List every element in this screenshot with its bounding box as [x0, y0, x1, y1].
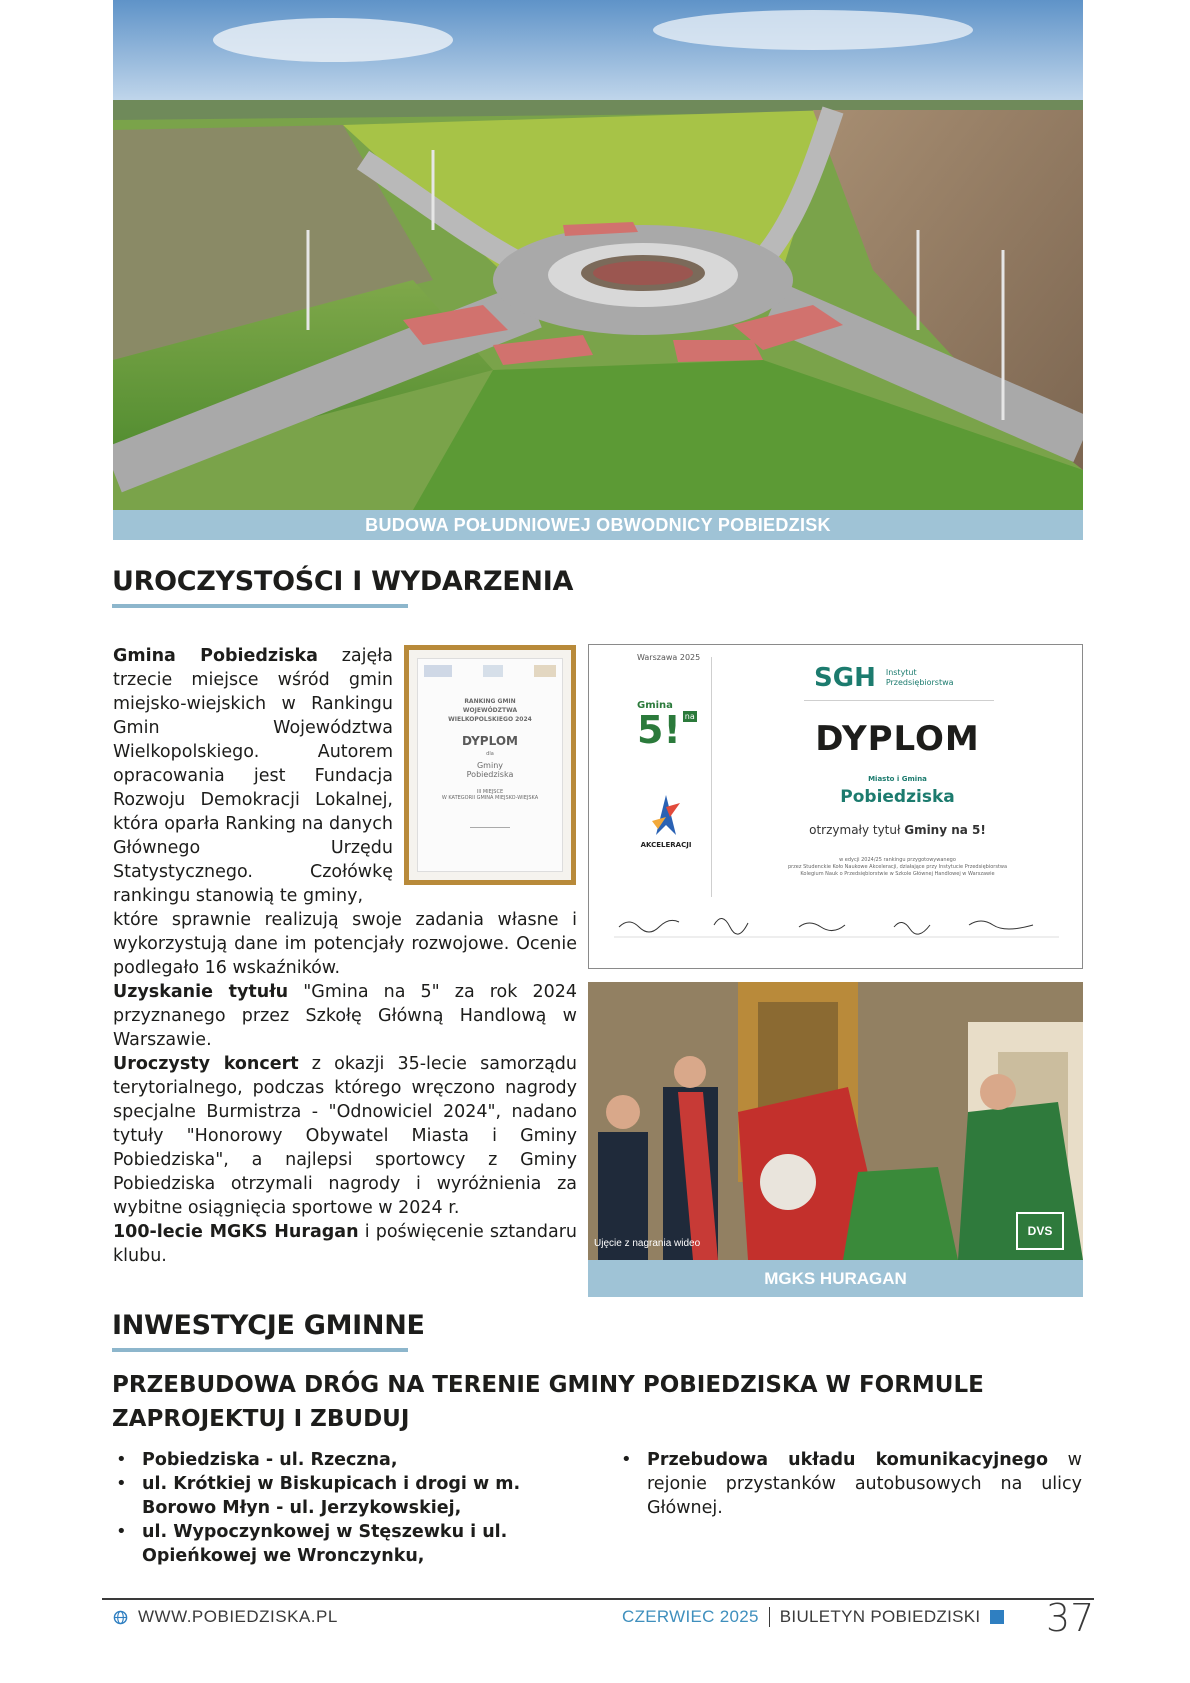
events-p2-text: "Gmina na 5" za rok 2024 przyznanego przez Szkołę Główną Handlową w Warszawie.	[113, 982, 578, 1050]
investments-list-left	[112, 1448, 578, 1568]
investments-subtitle-line-1: PRZEBUDOWA DRÓG NA TERENIE GMINY POBIEDZISKA W FORMULE	[112, 1372, 984, 1398]
dvs-logo: DVS	[1016, 1212, 1064, 1250]
investments-list-right	[617, 1448, 1082, 1520]
events-paragraph-continued	[113, 908, 577, 1268]
diploma-small-line1: RANKING GMIN	[464, 698, 516, 705]
badge-side: na	[684, 712, 695, 721]
badge-top: Gmina	[637, 700, 673, 711]
diploma-big-subtitle: Miasto i Gmina	[868, 775, 927, 783]
square-icon	[990, 1610, 1004, 1624]
list-item-text: ul. Wypoczynkowej w Stęszewku i ul. Opieńkowej we Wronczynku,	[142, 1522, 508, 1566]
list-item-text: w rejonie przystanków autobusowych na ulicy Głównej.	[647, 1450, 1082, 1518]
hero-caption: BUDOWA POŁUDNIOWEJ OBWODNICY POBIEDZISK	[113, 510, 1083, 540]
diploma-big-title: DYPLOM	[815, 719, 980, 759]
events-p3-text: z okazji 35-lecie samorządu terytorialnego, podczas którego wręczono nagrody specjalne Burmistrza - "Odnowiciel 2024", nadano tytuły "Honorowy Obywatel Miasta i Gminy Pobiedziska", a najlepsi sportowcy z Gminy Pobiedziska otrzymali nagrody i wyróżnienia za wybitne osiągnięcia sportowe w 2024 r.	[113, 1054, 577, 1218]
diploma-small-recipient-2: Pobiedziska	[466, 770, 514, 779]
section-title-events: UROCZYSTOŚCI I WYDARZENIA	[112, 566, 574, 597]
sgh-institute-1: Instytut	[885, 668, 917, 677]
events-p1-continued: które sprawnie realizują swoje zadania własne i wykorzystują dane im potencjały rozwojowe. Ocenie podlegało 16 wskaźników.	[113, 910, 577, 978]
diploma-small-line2: WOJEWÓDZTWA	[462, 707, 518, 714]
footer-publication	[622, 1607, 1004, 1627]
diploma-small-line3: WIELKOPOLSKIEGO 2024	[448, 716, 532, 723]
page-number: 37	[1046, 1596, 1095, 1640]
akceleracji-logo	[631, 795, 701, 849]
list-item	[112, 1520, 578, 1568]
events-paragraph-1	[113, 644, 393, 908]
sgh-institute-2: Przedsiębiorstwa	[885, 678, 954, 687]
diploma-small-text-1: w edycji 2024/25 rankingu przygotowywanego	[839, 857, 956, 863]
footer-rule	[102, 1598, 1094, 1600]
gmina-na-5-badge	[637, 700, 695, 752]
akceleracji-star-icon	[646, 795, 686, 837]
list-item	[112, 1448, 578, 1472]
list-item-bold: Przebudowa układu komunikacyjnego	[647, 1450, 1049, 1470]
logo-2-icon	[483, 665, 503, 677]
events-p1-text: zajęła trzecie miejsce wśród gmin miejsko-wiejskich w Rankingu Gmin Województwa Wielkopolskiego. Autorem opracowania jest Fundacja Rozwoju Demokracji Lokalnej, która oparła Ranking na danych Głównego Urzędu Statystycznego. Czołówkę rankingu stanowią te gminy,	[113, 646, 393, 906]
events-p4-bold: 100-lecie MGKS Huragan	[113, 1222, 359, 1242]
events-p1-bold: Gmina Pobiedziska	[113, 646, 318, 666]
logo-3-icon	[534, 665, 556, 677]
hero-photo	[113, 0, 1083, 510]
footer-separator	[769, 1607, 770, 1627]
investments-subtitle-line-2: ZAPROJEKTUJ I ZBUDUJ	[112, 1406, 410, 1432]
signature	[470, 817, 510, 828]
section-title-investments: INWESTYCJE GMINNE	[112, 1310, 425, 1341]
sgh-text: SGH	[814, 663, 876, 693]
footer-date: CZERWIEC 2025	[622, 1607, 759, 1626]
diploma-sgh-image	[588, 644, 1083, 969]
diploma-small-recipient-1: Gminy	[476, 761, 504, 770]
sgh-rule	[804, 700, 994, 701]
diploma-small-title: DYPLOM	[462, 734, 518, 748]
list-item-text: ul. Krótkiej w Biskupicach i drogi w m. Borowo Młyn - ul. Jerzykowskiej,	[142, 1474, 521, 1518]
akceleracji-label: AKCELERACJI	[640, 841, 692, 849]
diploma-award-text: otrzymały tytuł	[809, 823, 905, 837]
diploma-ranking-image	[404, 645, 576, 885]
investments-subtitle	[112, 1368, 1092, 1436]
footer-url-text[interactable]: WWW.POBIEDZISKA.PL	[138, 1607, 338, 1626]
sgh-logo	[814, 663, 954, 693]
list-item-text: Pobiedziska - ul. Rzeczna,	[142, 1450, 398, 1470]
section-title-rule-2	[112, 1348, 408, 1352]
church-photo	[588, 982, 1083, 1260]
diploma-big-award	[711, 823, 1084, 837]
diploma-small-dla: dla	[486, 751, 494, 757]
diploma-big-place-date: Warszawa 2025	[637, 653, 701, 662]
footer-publication-name: BIULETYN POBIEDZISKI	[779, 1607, 981, 1626]
list-item	[112, 1472, 578, 1520]
globe-icon	[113, 1610, 128, 1625]
diploma-small-category: W KATEGORII GMINA MIEJSKO-WIEJSKA	[441, 795, 539, 801]
badge-number: 5!	[637, 708, 681, 752]
list-item	[617, 1448, 1082, 1520]
diploma-big-small-text	[711, 857, 1084, 878]
section-title-rule	[112, 604, 408, 608]
diploma-small-text-2: przez Studenckie Koło Naukowe Akceleracji, działające przy Instytucie Przedsiębiorstwa	[787, 864, 1008, 870]
events-p3-bold: Uroczysty koncert	[113, 1054, 299, 1074]
footer-url[interactable]	[113, 1607, 338, 1627]
video-watermark: Ujęcie z nagrania wideo	[594, 1238, 701, 1249]
logo-1-icon	[424, 665, 452, 677]
church-caption: MGKS HURAGAN	[588, 1260, 1083, 1297]
diploma-big-recipient: Pobiedziska	[840, 787, 955, 807]
diploma-award-bold: Gminy na 5!	[904, 823, 986, 837]
diploma-small-place: III MIEJSCE	[476, 789, 504, 795]
events-p4-text: i poświęcenie sztandaru klubu.	[113, 1222, 577, 1266]
signatures	[609, 907, 1064, 957]
events-p2-bold: Uzyskanie tytułu	[113, 982, 289, 1002]
diploma-small-text-3: Kolegium Nauk o Przedsiębiorstwie w Szkole Głównej Handlowej w Warszawie	[800, 871, 995, 877]
